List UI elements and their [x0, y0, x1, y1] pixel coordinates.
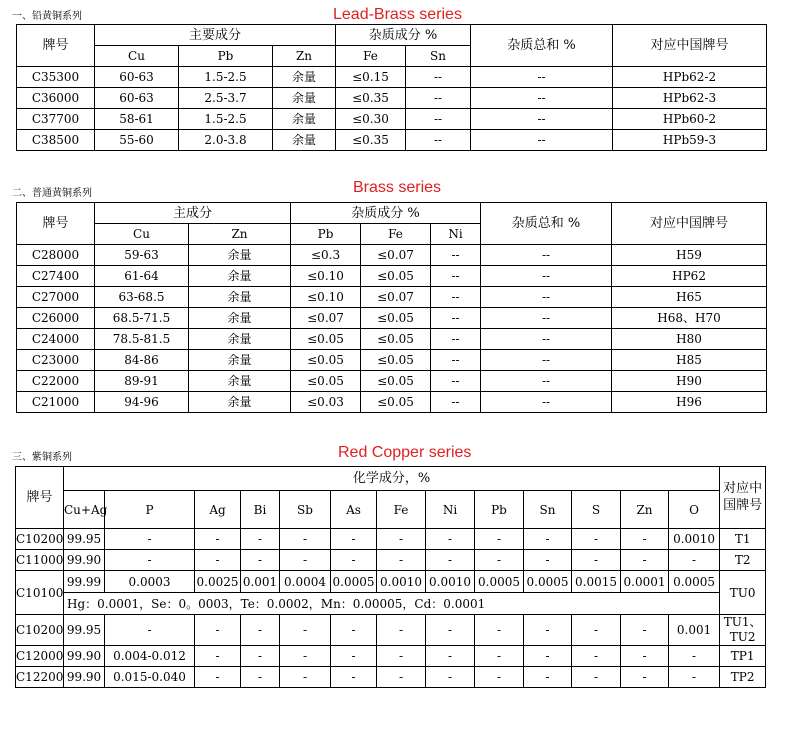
cell-cu: 89-91 — [95, 371, 189, 392]
header-s: S — [572, 491, 621, 529]
table-row — [16, 615, 766, 646]
cell-zn: 余量 — [273, 109, 336, 130]
cell-cu: 68.5-71.5 — [95, 308, 189, 329]
cell-ni: -- — [431, 287, 481, 308]
cell-cu: 55-60 — [95, 130, 179, 151]
cell-pb: - — [475, 646, 524, 667]
table-row — [17, 287, 767, 308]
table-row — [16, 593, 766, 615]
cell-cu: 58-61 — [95, 109, 179, 130]
cell-total: -- — [481, 350, 612, 371]
cell-cuag: 99.95 — [64, 529, 105, 550]
cell-fe: ≤0.05 — [361, 329, 431, 350]
table-row — [17, 308, 767, 329]
table-row — [16, 550, 766, 571]
cell-trace-elements-note: Hg：0.0001，Se：0。0003，Te：0.0002，Mn：0.00005，Cd：0.0001 — [64, 593, 720, 615]
cell-pb: - — [475, 550, 524, 571]
brass-table — [16, 202, 767, 413]
header-zn: Zn — [189, 224, 291, 245]
cell-pb: ≤0.10 — [291, 287, 361, 308]
cell-sb: - — [280, 646, 331, 667]
cell-ag: - — [195, 667, 241, 688]
cell-fe: ≤0.05 — [361, 392, 431, 413]
cell-grade: C10100 — [16, 571, 64, 615]
cell-zn: 余量 — [189, 308, 291, 329]
cell-cuag: 99.90 — [64, 667, 105, 688]
cell-grade: C37700 — [17, 109, 95, 130]
cell-cn: TP2 — [720, 667, 766, 688]
cell-cn: HPb59-3 — [613, 130, 767, 151]
table-row — [17, 245, 767, 266]
cell-ni: -- — [431, 308, 481, 329]
cell-as: - — [331, 615, 377, 646]
cell-fe: ≤0.07 — [361, 245, 431, 266]
cell-p: 0.0003 — [105, 571, 195, 593]
cell-p: - — [105, 615, 195, 646]
section-1-title: Lead-Brass series — [333, 6, 462, 23]
cell-cn: T1 — [720, 529, 766, 550]
cell-ag: - — [195, 615, 241, 646]
cell-o: - — [669, 667, 720, 688]
header-grade: 牌号 — [17, 25, 95, 67]
cell-pb: ≤0.07 — [291, 308, 361, 329]
header-zn: Zn — [273, 46, 336, 67]
header-as: As — [331, 491, 377, 529]
cell-grade: C26000 — [17, 308, 95, 329]
cell-fe: ≤0.35 — [336, 130, 406, 151]
cell-cn: H85 — [612, 350, 767, 371]
cell-sn: - — [524, 667, 572, 688]
cell-o: 0.0005 — [669, 571, 720, 593]
cell-grade: C24000 — [17, 329, 95, 350]
cell-cuag: 99.95 — [64, 615, 105, 646]
cell-pb: 1.5-2.5 — [179, 109, 273, 130]
cell-sn: 0.0005 — [524, 571, 572, 593]
cell-cu: 60-63 — [95, 88, 179, 109]
cell-sn: - — [524, 529, 572, 550]
cell-cn: TU0 — [720, 571, 766, 615]
header-grade: 牌号 — [16, 467, 64, 529]
table-row — [17, 109, 767, 130]
header-main-composition: 主成分 — [95, 203, 291, 224]
brass-rows — [17, 245, 767, 413]
cell-sn: - — [524, 615, 572, 646]
header-impurity-total: 杂质总和 % — [481, 203, 612, 245]
cell-pb: ≤0.3 — [291, 245, 361, 266]
header-cu: Cu — [95, 224, 189, 245]
cell-sn: - — [524, 646, 572, 667]
cell-fe: ≤0.30 — [336, 109, 406, 130]
cell-pb: ≤0.05 — [291, 371, 361, 392]
cell-ni: - — [426, 550, 475, 571]
header-ni: Ni — [431, 224, 481, 245]
cell-cn: T2 — [720, 550, 766, 571]
cell-total: -- — [481, 266, 612, 287]
section-3-label: 三、紫铜系列 — [12, 452, 72, 463]
cell-as: - — [331, 529, 377, 550]
cell-zn: - — [621, 667, 669, 688]
cell-as: - — [331, 550, 377, 571]
header-fe: Fe — [361, 224, 431, 245]
cell-cn: HPb62-2 — [613, 67, 767, 88]
table-row — [17, 350, 767, 371]
cell-zn: 余量 — [273, 130, 336, 151]
cell-bi: - — [241, 529, 280, 550]
header-ni: Ni — [426, 491, 475, 529]
cell-cn: HPb60-2 — [613, 109, 767, 130]
cell-zn: 余量 — [273, 88, 336, 109]
cell-grade: C10200 — [16, 615, 64, 646]
cell-cn: H96 — [612, 392, 767, 413]
cell-sn: - — [524, 550, 572, 571]
red-copper-rows-b — [16, 615, 766, 688]
cell-cu: 78.5-81.5 — [95, 329, 189, 350]
cell-fe: - — [377, 550, 426, 571]
cell-fe: ≤0.05 — [361, 371, 431, 392]
cell-ni: - — [426, 529, 475, 550]
cell-ag: - — [195, 529, 241, 550]
section-1-label: 一、铅黄铜系列 — [12, 11, 82, 22]
cell-total: -- — [481, 392, 612, 413]
cell-cn: H59 — [612, 245, 767, 266]
cell-bi: - — [241, 646, 280, 667]
cell-total: -- — [481, 308, 612, 329]
header-bi: Bi — [241, 491, 280, 529]
table-row — [17, 266, 767, 287]
header-pb: Pb — [475, 491, 524, 529]
cell-as: - — [331, 667, 377, 688]
cell-ni: - — [426, 646, 475, 667]
cell-pb: ≤0.05 — [291, 350, 361, 371]
header-pb: Pb — [179, 46, 273, 67]
cell-total: -- — [471, 67, 613, 88]
cell-zn: 余量 — [189, 371, 291, 392]
cell-cuag: 99.90 — [64, 646, 105, 667]
cell-sb: - — [280, 615, 331, 646]
cell-ni: -- — [431, 371, 481, 392]
cell-sb: 0.0004 — [280, 571, 331, 593]
header-fe: Fe — [377, 491, 426, 529]
header-impurity: 杂质成分 % — [291, 203, 481, 224]
table-row — [17, 88, 767, 109]
cell-sn: -- — [406, 130, 471, 151]
cell-fe: - — [377, 529, 426, 550]
cell-s: - — [572, 646, 621, 667]
lead-brass-table — [16, 24, 767, 151]
table-row — [17, 130, 767, 151]
cell-sb: - — [280, 667, 331, 688]
red-copper-row-c10100 — [16, 571, 766, 615]
cell-cn: H68、H70 — [612, 308, 767, 329]
cell-fe: 0.0010 — [377, 571, 426, 593]
cell-zn: 余量 — [189, 350, 291, 371]
cell-cu: 60-63 — [95, 67, 179, 88]
cell-pb: - — [475, 615, 524, 646]
header-grade: 牌号 — [17, 203, 95, 245]
header-impurity: 杂质成分 % — [336, 25, 471, 46]
header-fe: Fe — [336, 46, 406, 67]
cell-pb: ≤0.05 — [291, 329, 361, 350]
cell-ni: -- — [431, 329, 481, 350]
table-row — [17, 392, 767, 413]
cell-bi: - — [241, 615, 280, 646]
header-sn: Sn — [406, 46, 471, 67]
cell-o: - — [669, 550, 720, 571]
cell-p: - — [105, 529, 195, 550]
header-sn: Sn — [524, 491, 572, 529]
cell-ni: 0.0010 — [426, 571, 475, 593]
header-zn: Zn — [621, 491, 669, 529]
cell-as: - — [331, 646, 377, 667]
cell-fe: - — [377, 667, 426, 688]
cell-total: -- — [471, 88, 613, 109]
cell-pb: 1.5-2.5 — [179, 67, 273, 88]
cell-cn: H80 — [612, 329, 767, 350]
cell-cuag: 99.99 — [64, 571, 105, 593]
table-row — [17, 371, 767, 392]
cell-pb: 0.0005 — [475, 571, 524, 593]
table-row — [16, 646, 766, 667]
cell-ag: - — [195, 550, 241, 571]
cell-fe: - — [377, 646, 426, 667]
cell-ni: -- — [431, 350, 481, 371]
cell-total: -- — [471, 130, 613, 151]
cell-o: 0.0010 — [669, 529, 720, 550]
table-row — [17, 329, 767, 350]
cell-fe: ≤0.05 — [361, 350, 431, 371]
cell-ni: - — [426, 667, 475, 688]
cell-cu: 63-68.5 — [95, 287, 189, 308]
cell-pb: ≤0.03 — [291, 392, 361, 413]
header-cu: Cu — [95, 46, 179, 67]
cell-cn: TP1 — [720, 646, 766, 667]
cell-zn: 余量 — [273, 67, 336, 88]
cell-zn: - — [621, 615, 669, 646]
red-copper-table — [15, 466, 766, 688]
cell-fe: ≤0.07 — [361, 287, 431, 308]
cell-grade: C35300 — [17, 67, 95, 88]
cell-fe: ≤0.15 — [336, 67, 406, 88]
cell-s: - — [572, 615, 621, 646]
header-pb: Pb — [291, 224, 361, 245]
cell-total: -- — [481, 245, 612, 266]
header-cuag: Cu+Ag — [64, 491, 105, 529]
cell-total: -- — [481, 287, 612, 308]
cell-fe: ≤0.05 — [361, 266, 431, 287]
cell-pb: - — [475, 667, 524, 688]
cell-grade: C28000 — [17, 245, 95, 266]
cell-cu: 61-64 — [95, 266, 189, 287]
table-row — [17, 67, 767, 88]
cell-ag: 0.0025 — [195, 571, 241, 593]
cell-s: - — [572, 550, 621, 571]
cell-grade: C27000 — [17, 287, 95, 308]
cell-bi: 0.001 — [241, 571, 280, 593]
cell-ni: -- — [431, 245, 481, 266]
cell-cn: HP62 — [612, 266, 767, 287]
header-china-grade: 对应中国牌号 — [612, 203, 767, 245]
cell-zn: - — [621, 529, 669, 550]
cell-zn: 余量 — [189, 287, 291, 308]
cell-p: 0.015-0.040 — [105, 667, 195, 688]
cell-cn: TU1、TU2 — [720, 615, 766, 646]
table-row — [16, 529, 766, 550]
cell-s: 0.0015 — [572, 571, 621, 593]
cell-grade: C22000 — [17, 371, 95, 392]
cell-grade: C36000 — [17, 88, 95, 109]
cell-ag: - — [195, 646, 241, 667]
cell-s: - — [572, 529, 621, 550]
cell-grade: C12200 — [16, 667, 64, 688]
cell-grade: C11000 — [16, 550, 64, 571]
cell-total: -- — [471, 109, 613, 130]
cell-cu: 94-96 — [95, 392, 189, 413]
cell-sn: -- — [406, 67, 471, 88]
cell-cn: H65 — [612, 287, 767, 308]
cell-fe: ≤0.35 — [336, 88, 406, 109]
cell-bi: - — [241, 550, 280, 571]
cell-total: -- — [481, 329, 612, 350]
table-row — [16, 571, 766, 593]
cell-fe: ≤0.05 — [361, 308, 431, 329]
section-2-label: 二、普通黄铜系列 — [12, 188, 92, 199]
cell-ni: - — [426, 615, 475, 646]
cell-grade: C38500 — [17, 130, 95, 151]
table-row — [16, 667, 766, 688]
cell-bi: - — [241, 667, 280, 688]
cell-sn: -- — [406, 88, 471, 109]
cell-cn: H90 — [612, 371, 767, 392]
cell-fe: - — [377, 615, 426, 646]
header-main-composition: 主要成分 — [95, 25, 336, 46]
cell-p: - — [105, 550, 195, 571]
cell-grade: C23000 — [17, 350, 95, 371]
cell-sn: -- — [406, 109, 471, 130]
cell-zn: - — [621, 550, 669, 571]
cell-zn: 余量 — [189, 266, 291, 287]
cell-zn: - — [621, 646, 669, 667]
cell-grade: C10200 — [16, 529, 64, 550]
cell-zn: 余量 — [189, 329, 291, 350]
cell-o: - — [669, 646, 720, 667]
section-2-title: Brass series — [353, 179, 442, 196]
cell-s: - — [572, 667, 621, 688]
cell-sb: - — [280, 550, 331, 571]
cell-pb: - — [475, 529, 524, 550]
cell-pb: 2.0-3.8 — [179, 130, 273, 151]
cell-cuag: 99.90 — [64, 550, 105, 571]
cell-cn: HPb62-3 — [613, 88, 767, 109]
header-china-grade: 对应中国牌号 — [720, 467, 766, 529]
cell-total: -- — [481, 371, 612, 392]
cell-zn: 0.0001 — [621, 571, 669, 593]
cell-zn: 余量 — [189, 392, 291, 413]
cell-o: 0.001 — [669, 615, 720, 646]
cell-as: 0.0005 — [331, 571, 377, 593]
cell-pb: 2.5-3.7 — [179, 88, 273, 109]
cell-ni: -- — [431, 392, 481, 413]
header-ag: Ag — [195, 491, 241, 529]
header-china-grade: 对应中国牌号 — [613, 25, 767, 67]
header-chemical-composition: 化学成分，% — [64, 467, 720, 491]
lead-brass-rows — [17, 67, 767, 151]
cell-sb: - — [280, 529, 331, 550]
header-impurity-total: 杂质总和 % — [471, 25, 613, 67]
cell-zn: 余量 — [189, 245, 291, 266]
cell-grade: C21000 — [17, 392, 95, 413]
header-p: P — [105, 491, 195, 529]
cell-cu: 59-63 — [95, 245, 189, 266]
section-3-title: Red Copper series — [338, 444, 472, 461]
cell-p: 0.004-0.012 — [105, 646, 195, 667]
cell-pb: ≤0.10 — [291, 266, 361, 287]
cell-grade: C27400 — [17, 266, 95, 287]
cell-ni: -- — [431, 266, 481, 287]
header-o: O — [669, 491, 720, 529]
cell-cu: 84-86 — [95, 350, 189, 371]
header-sb: Sb — [280, 491, 331, 529]
red-copper-rows-a — [16, 529, 766, 571]
cell-grade: C12000 — [16, 646, 64, 667]
